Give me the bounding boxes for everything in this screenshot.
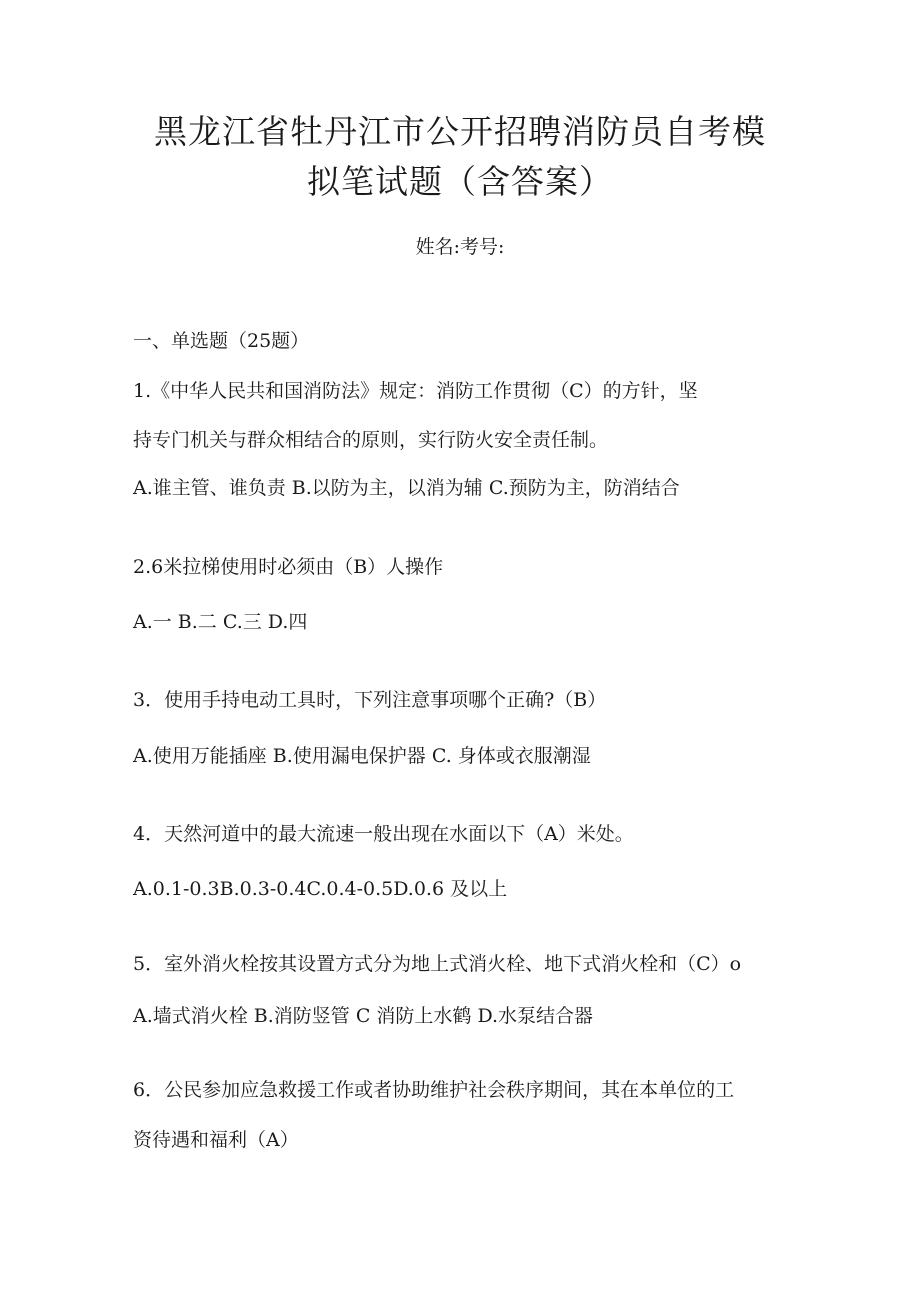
question-6-stem-line-1: 6．公民参加应急救援工作或者协助维护社会秩序期间，其在本单位的工 bbox=[133, 1079, 735, 1101]
question-6-stem-line-2: 资待遇和福利（A） bbox=[133, 1129, 299, 1151]
question-3-options: A.使用万能插座 B.使用漏电保护器 C. 身体或衣服潮湿 bbox=[133, 745, 591, 767]
question-2-options: A.一 B.二 C.三 D.四 bbox=[133, 611, 308, 633]
question-1-stem-line-2: 持专门机关与群众相结合的原则，实行防火安全责任制。 bbox=[133, 429, 609, 451]
question-5-options: A.墙式消火栓 B.消防竖管 C 消防上水鹤 D.水泵结合器 bbox=[133, 1005, 594, 1027]
document-title-line-1: 黑龙江省牡丹江市公开招聘消防员自考模 bbox=[154, 112, 766, 151]
question-4-stem: 4．天然河道中的最大流速一般出现在水面以下（A）米处。 bbox=[133, 823, 634, 845]
question-2-stem: 2.6米拉梯使用时必须由（B）人操作 bbox=[133, 556, 444, 578]
question-4-options: A.0.1-0.3B.0.3-0.4C.0.4-0.5D.0.6 及以上 bbox=[133, 878, 508, 900]
name-exam-number-line: 姓名:考号: bbox=[415, 236, 505, 258]
document-title-line-2: 拟笔试题（含答案） bbox=[307, 162, 613, 201]
question-1-options: A.谁主管、谁负责 B.以防为主，以消为辅 C.预防为主，防消结合 bbox=[133, 477, 680, 499]
question-5-stem: 5．室外消火栓按其设置方式分为地上式消火栓、地下式消火栓和（C）o bbox=[133, 953, 742, 975]
section-heading: 一、单选题（25题） bbox=[133, 330, 310, 352]
question-3-stem: 3．使用手持电动工具时，下列注意事项哪个正确?（B） bbox=[133, 689, 607, 711]
question-1-stem-line-1: 1.《中华人民共和国消防法》规定：消防工作贯彻（C）的方针，坚 bbox=[133, 380, 698, 402]
